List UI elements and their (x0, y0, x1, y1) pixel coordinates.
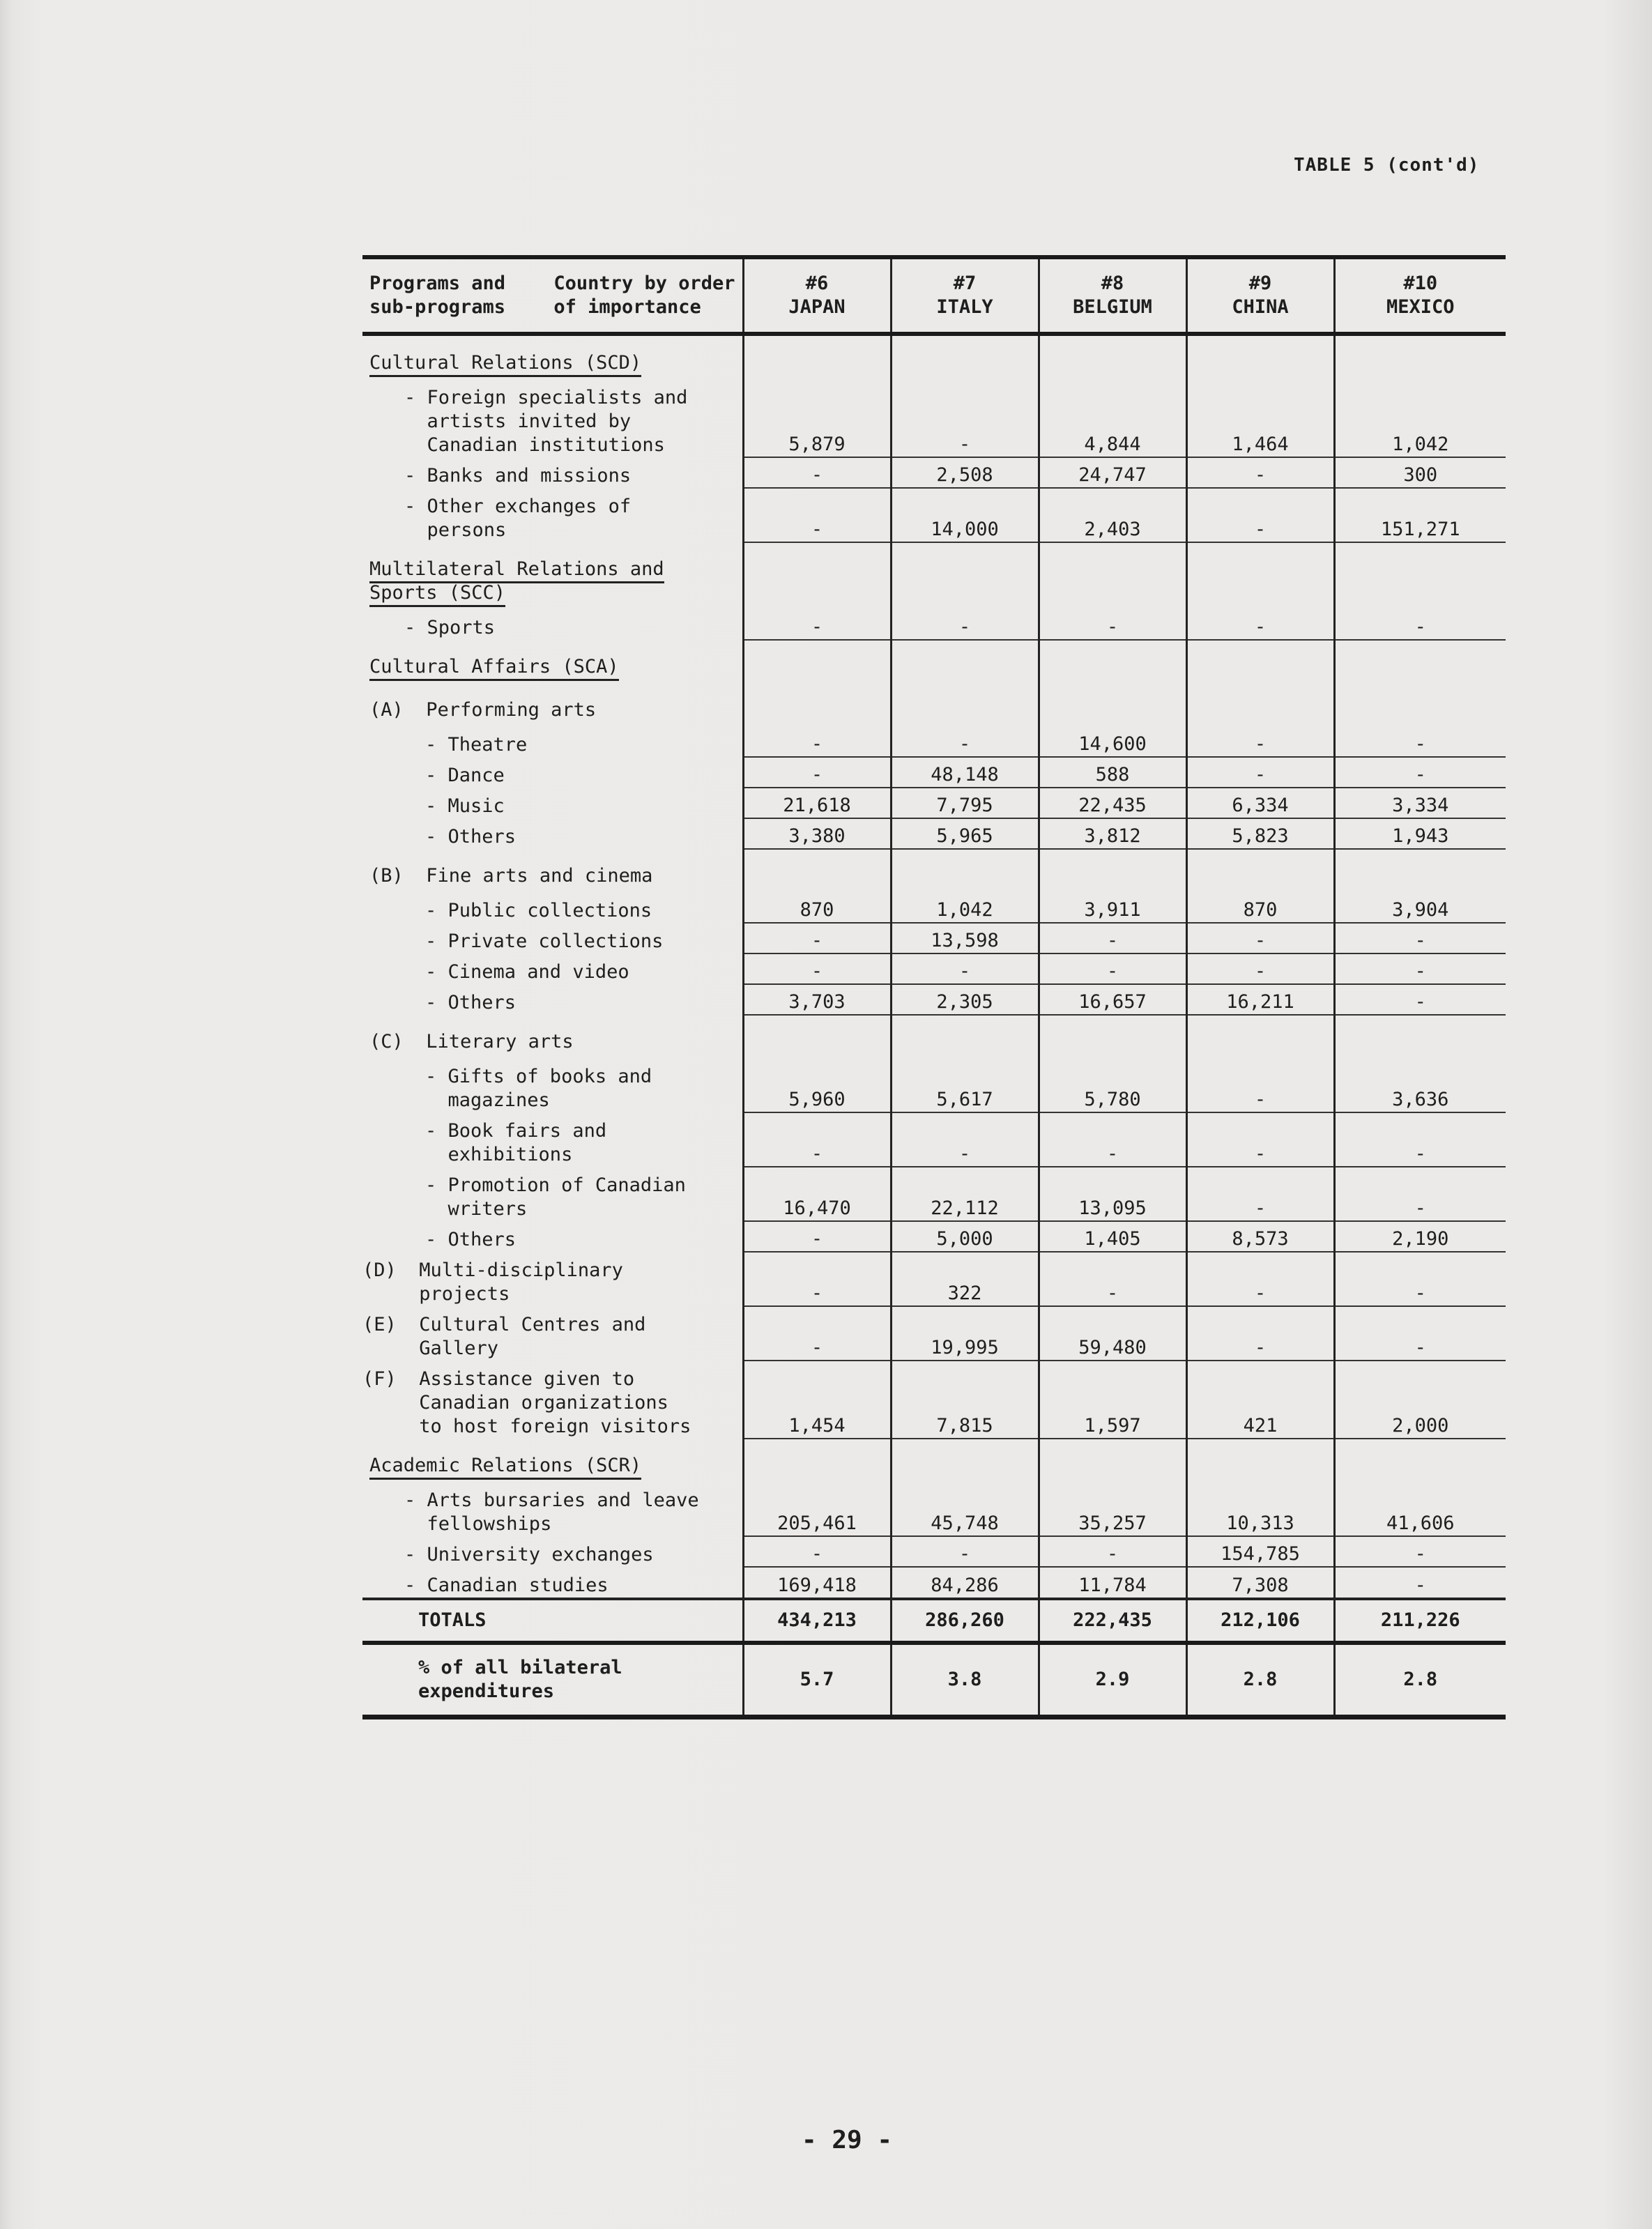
value-cell: - (743, 1221, 891, 1252)
section-heading-row (362, 334, 1506, 379)
percent-value: 2.8 (1334, 1643, 1506, 1717)
section-heading (362, 1439, 743, 1482)
totals-value: 212,106 (1186, 1599, 1334, 1643)
row-label: - Foreign specialists and artists invited by Canadian institutions (404, 387, 688, 456)
value-cell: 84,286 (891, 1567, 1039, 1599)
row-label: - Other exchanges of persons (404, 496, 632, 541)
value-cell: - (891, 379, 1039, 457)
totals-value: 286,260 (891, 1599, 1039, 1643)
section-heading-text: Cultural Relations (SCD) (369, 352, 641, 377)
percent-value: 2.8 (1186, 1643, 1334, 1717)
value-cell: 2,305 (891, 984, 1039, 1015)
value-cell: 1,464 (1186, 379, 1334, 457)
section-heading-row (362, 542, 1506, 609)
value-cell: 4,844 (1039, 379, 1186, 457)
value-cell: 5,823 (1186, 818, 1334, 849)
table-row (362, 726, 1506, 757)
empty-cell (1039, 334, 1186, 379)
header-country-order-label: Country by order of importance (553, 273, 735, 318)
table-row (362, 757, 1506, 788)
value-cell: 7,308 (1186, 1567, 1334, 1599)
value-cell: 2,403 (1039, 488, 1186, 542)
value-cell: 8,573 (1186, 1221, 1334, 1252)
empty-cell (1334, 849, 1506, 892)
empty-cell (743, 334, 891, 379)
header-country-9: #9 CHINA (1186, 257, 1334, 334)
value-cell: - (1186, 1306, 1334, 1361)
value-cell: 22,112 (891, 1167, 1039, 1221)
value-cell: - (1039, 1112, 1186, 1167)
value-cell: - (743, 757, 891, 788)
empty-cell (743, 849, 891, 892)
subsection-heading: (B) Fine arts and cinema (369, 865, 653, 887)
page-number: - 29 - (802, 2126, 893, 2154)
empty-cell (1186, 640, 1334, 683)
value-cell: 1,405 (1039, 1221, 1186, 1252)
value-cell: 3,334 (1334, 788, 1506, 818)
value-cell: 10,313 (1186, 1482, 1334, 1536)
value-cell: - (1186, 1252, 1334, 1306)
value-cell: - (891, 1112, 1039, 1167)
table-head-row (362, 257, 1506, 334)
table-row (362, 1252, 1506, 1306)
value-cell: 3,636 (1334, 1058, 1506, 1112)
value-cell: - (1334, 609, 1506, 640)
empty-cell (1334, 542, 1506, 609)
empty-cell (1334, 683, 1506, 726)
row-label: - Private collections (425, 930, 664, 952)
table-row (362, 892, 1506, 923)
value-cell: 11,784 (1039, 1567, 1186, 1599)
row-label: - Book fairs and exhibitions (425, 1120, 607, 1165)
row-label: (F) Assistance given to Canadian organizations to host foreign visitors (362, 1368, 691, 1437)
value-cell: - (1334, 1167, 1506, 1221)
section-heading (362, 334, 743, 379)
value-cell: 588 (1039, 757, 1186, 788)
totals-value: 211,226 (1334, 1599, 1506, 1643)
value-cell: - (743, 923, 891, 953)
empty-cell (1186, 542, 1334, 609)
empty-cell (1186, 334, 1334, 379)
value-cell: 14,000 (891, 488, 1039, 542)
value-cell: - (1186, 726, 1334, 757)
percent-row (362, 1643, 1506, 1717)
value-cell: 205,461 (743, 1482, 891, 1536)
row-label: - Sports (404, 617, 496, 638)
empty-cell (891, 334, 1039, 379)
value-cell: 3,911 (1039, 892, 1186, 923)
empty-cell (1039, 1015, 1186, 1058)
empty-cell (1039, 1439, 1186, 1482)
value-cell: - (1334, 923, 1506, 953)
value-cell: 2,508 (891, 457, 1039, 488)
value-cell: - (1334, 1567, 1506, 1599)
empty-cell (1334, 640, 1506, 683)
value-cell: 3,380 (743, 818, 891, 849)
value-cell: 3,703 (743, 984, 891, 1015)
value-cell: 1,597 (1039, 1361, 1186, 1439)
value-cell: 21,618 (743, 788, 891, 818)
value-cell: - (743, 1536, 891, 1567)
value-cell: - (1334, 1112, 1506, 1167)
header-country-10: #10 MEXICO (1334, 257, 1506, 334)
table-row (362, 609, 1506, 640)
value-cell: 154,785 (1186, 1536, 1334, 1567)
table-row (362, 1221, 1506, 1252)
table-row (362, 1482, 1506, 1536)
value-cell: - (1334, 953, 1506, 984)
header-country-6: #6 JAPAN (743, 257, 891, 334)
table-row (362, 1058, 1506, 1112)
percent-value: 5.7 (743, 1643, 891, 1717)
value-cell: 870 (1186, 892, 1334, 923)
value-cell: 7,815 (891, 1361, 1039, 1439)
value-cell: 2,190 (1334, 1221, 1506, 1252)
value-cell: 13,598 (891, 923, 1039, 953)
value-cell: 19,995 (891, 1306, 1039, 1361)
table-row (362, 788, 1506, 818)
value-cell: 7,795 (891, 788, 1039, 818)
value-cell: 5,879 (743, 379, 891, 457)
value-cell: 45,748 (891, 1482, 1039, 1536)
empty-cell (1039, 683, 1186, 726)
value-cell: 300 (1334, 457, 1506, 488)
section-heading-text: Academic Relations (SCR) (369, 1455, 641, 1480)
subsection-heading-row (362, 1015, 1506, 1058)
row-label: - Canadian studies (404, 1575, 609, 1596)
value-cell: - (891, 609, 1039, 640)
table-row (362, 1567, 1506, 1599)
row-label: - Others (425, 1229, 517, 1250)
value-cell: - (1334, 1306, 1506, 1361)
table-row (362, 488, 1506, 542)
empty-cell (743, 542, 891, 609)
row-label: - Cinema and video (425, 961, 629, 983)
value-cell: 421 (1186, 1361, 1334, 1439)
percent-label: % of all bilateral expenditures (362, 1643, 743, 1717)
value-cell: 41,606 (1334, 1482, 1506, 1536)
value-cell: - (743, 1112, 891, 1167)
table-row (362, 457, 1506, 488)
section-heading (362, 542, 743, 609)
row-label: - Arts bursaries and leave fellowships (404, 1489, 699, 1535)
value-cell: 5,780 (1039, 1058, 1186, 1112)
value-cell: 1,943 (1334, 818, 1506, 849)
empty-cell (743, 683, 891, 726)
percent-value: 3.8 (891, 1643, 1039, 1717)
table-row (362, 1361, 1506, 1439)
value-cell: - (1186, 1112, 1334, 1167)
row-label: - Banks and missions (404, 465, 632, 487)
table-row (362, 379, 1506, 457)
row-label: - Promotion of Canadian writers (425, 1174, 686, 1220)
subsection-heading-row (362, 683, 1506, 726)
section-heading (362, 640, 743, 683)
value-cell: 1,042 (1334, 379, 1506, 457)
value-cell: 59,480 (1039, 1306, 1186, 1361)
value-cell: 16,657 (1039, 984, 1186, 1015)
section-heading-text: Cultural Affairs (SCA) (369, 656, 619, 681)
value-cell: - (743, 953, 891, 984)
totals-label: TOTALS (362, 1599, 743, 1643)
data-table (362, 255, 1506, 1719)
value-cell: - (1186, 1058, 1334, 1112)
value-cell: - (1039, 923, 1186, 953)
row-label: - University exchanges (404, 1544, 654, 1565)
table-row (362, 984, 1506, 1015)
value-cell: 870 (743, 892, 891, 923)
section-heading-text: Multilateral Relations and Sports (SCC) (369, 558, 664, 607)
subsection-heading: (C) Literary arts (369, 1031, 574, 1052)
value-cell: - (1039, 609, 1186, 640)
table-header-title: TABLE 5 (cont'd) (1294, 155, 1480, 176)
empty-cell (891, 1015, 1039, 1058)
empty-cell (1039, 542, 1186, 609)
row-label: - Public collections (425, 900, 652, 921)
row-label: - Dance (425, 765, 505, 786)
value-cell: 3,904 (1334, 892, 1506, 923)
empty-cell (1186, 1015, 1334, 1058)
row-label: - Gifts of books and magazines (425, 1066, 652, 1111)
value-cell: 48,148 (891, 757, 1039, 788)
value-cell: 14,600 (1039, 726, 1186, 757)
section-heading-row (362, 1439, 1506, 1482)
empty-cell (1039, 849, 1186, 892)
value-cell: 2,000 (1334, 1361, 1506, 1439)
value-cell: 16,211 (1186, 984, 1334, 1015)
header-country-7: #7 ITALY (891, 257, 1039, 334)
empty-cell (891, 640, 1039, 683)
value-cell: 6,334 (1186, 788, 1334, 818)
table-row (362, 923, 1506, 953)
value-cell: - (1334, 726, 1506, 757)
empty-cell (1039, 640, 1186, 683)
value-cell: - (1039, 953, 1186, 984)
value-cell: - (1186, 757, 1334, 788)
value-cell: - (743, 1252, 891, 1306)
totals-value: 434,213 (743, 1599, 891, 1643)
empty-cell (1186, 683, 1334, 726)
empty-cell (1186, 849, 1334, 892)
value-cell: 22,435 (1039, 788, 1186, 818)
subsection-heading: (A) Performing arts (369, 699, 597, 721)
value-cell: - (1186, 609, 1334, 640)
value-cell: - (1186, 1167, 1334, 1221)
empty-cell (1334, 334, 1506, 379)
value-cell: - (1039, 1252, 1186, 1306)
empty-cell (1334, 1439, 1506, 1482)
value-cell: - (1186, 923, 1334, 953)
table-row (362, 953, 1506, 984)
value-cell: - (1334, 984, 1506, 1015)
value-cell: - (1186, 457, 1334, 488)
value-cell: 24,747 (1039, 457, 1186, 488)
value-cell: - (743, 488, 891, 542)
value-cell: 1,042 (891, 892, 1039, 923)
value-cell: - (1334, 1536, 1506, 1567)
table-row (362, 1536, 1506, 1567)
value-cell: - (1334, 1252, 1506, 1306)
row-label: - Others (425, 826, 517, 848)
value-cell: - (1186, 953, 1334, 984)
row-label: - Others (425, 992, 517, 1013)
table-row (362, 1306, 1506, 1361)
empty-cell (743, 1439, 891, 1482)
totals-row (362, 1599, 1506, 1643)
row-label: - Music (425, 795, 505, 817)
empty-cell (891, 849, 1039, 892)
header-programs (362, 257, 743, 334)
empty-cell (891, 683, 1039, 726)
value-cell: - (891, 726, 1039, 757)
value-cell: - (743, 609, 891, 640)
empty-cell (743, 1015, 891, 1058)
empty-cell (1186, 1439, 1334, 1482)
header-programs-label: Programs and sub-programs (369, 273, 506, 318)
value-cell: 5,617 (891, 1058, 1039, 1112)
value-cell: 1,454 (743, 1361, 891, 1439)
table-row (362, 1112, 1506, 1167)
value-cell: 5,960 (743, 1058, 891, 1112)
row-label: (D) Multi-disciplinary projects (362, 1259, 623, 1305)
empty-cell (743, 640, 891, 683)
value-cell: - (743, 726, 891, 757)
value-cell: - (743, 457, 891, 488)
value-cell: 151,271 (1334, 488, 1506, 542)
value-cell: 16,470 (743, 1167, 891, 1221)
header-country-8: #8 BELGIUM (1039, 257, 1186, 334)
subsection-heading-row (362, 849, 1506, 892)
value-cell: 3,812 (1039, 818, 1186, 849)
empty-cell (1334, 1015, 1506, 1058)
value-cell: - (743, 1306, 891, 1361)
value-cell: - (1186, 488, 1334, 542)
table-row (362, 1167, 1506, 1221)
empty-cell (891, 1439, 1039, 1482)
row-label: - Theatre (425, 734, 528, 756)
value-cell: - (891, 1536, 1039, 1567)
value-cell: 13,095 (1039, 1167, 1186, 1221)
empty-cell (891, 542, 1039, 609)
value-cell: 5,000 (891, 1221, 1039, 1252)
totals-value: 222,435 (1039, 1599, 1186, 1643)
section-heading-row (362, 640, 1506, 683)
value-cell: - (1039, 1536, 1186, 1567)
value-cell: - (891, 953, 1039, 984)
value-cell: - (1334, 757, 1506, 788)
value-cell: 35,257 (1039, 1482, 1186, 1536)
percent-value: 2.9 (1039, 1643, 1186, 1717)
value-cell: 169,418 (743, 1567, 891, 1599)
value-cell: 5,965 (891, 818, 1039, 849)
value-cell: 322 (891, 1252, 1039, 1306)
row-label: (E) Cultural Centres and Gallery (362, 1314, 646, 1359)
table-row (362, 818, 1506, 849)
